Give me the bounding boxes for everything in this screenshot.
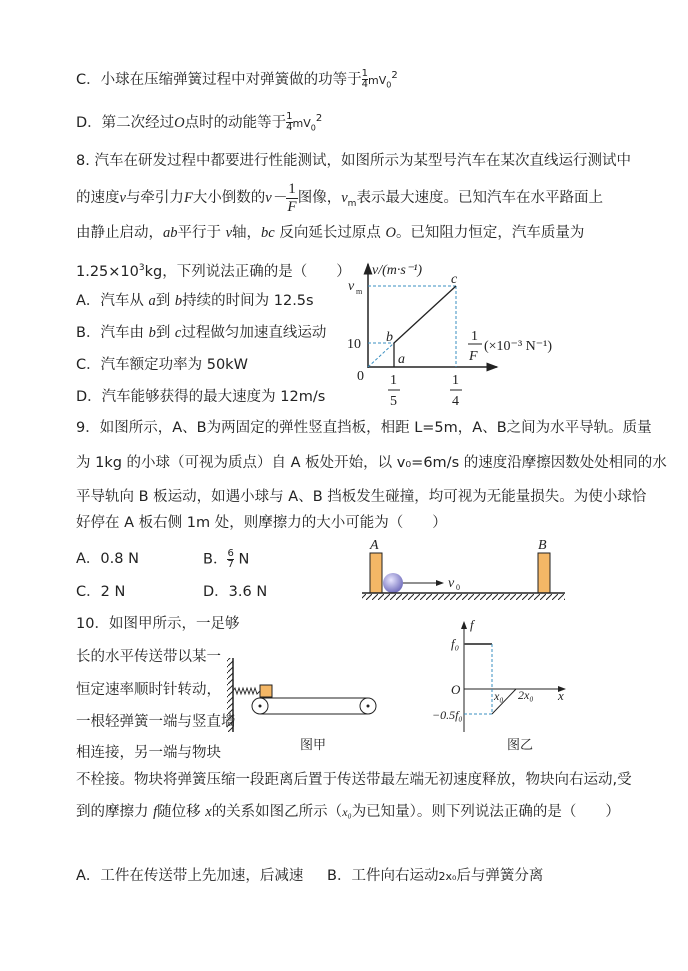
- var: O: [385, 225, 396, 241]
- text: B．: [203, 551, 228, 568]
- text: 持续的时间为 12.5s: [182, 293, 314, 309]
- var: bc: [261, 225, 275, 241]
- tick-10: 10: [347, 337, 361, 352]
- q8-option-c[interactable]: C．汽车额定功率为 50kW: [76, 357, 248, 373]
- vm-subscript: m: [356, 287, 363, 296]
- text: 到: [155, 325, 171, 341]
- formula: mV: [368, 73, 387, 87]
- q9-stem-line2: 为 1kg 的小球（可视为质点）自 A 板处开始，以 v₀=6m/s 的速度沿摩擦因数处处相同的水: [76, 455, 667, 471]
- fig-caption-jia: 图甲: [300, 738, 327, 753]
- text: 随位移: [157, 804, 201, 820]
- var: 2x₀: [438, 870, 457, 883]
- x0-label: x₀: [494, 689, 504, 703]
- extension-dashed-line: [368, 343, 394, 367]
- tick-1-5-denominator: 5: [390, 394, 397, 409]
- option-text: C．小球在压缩弹簧过程中对弹簧做的功等于: [76, 71, 362, 88]
- var: c: [174, 325, 182, 341]
- x-label-numerator: 1: [471, 329, 478, 344]
- q9-option-d[interactable]: D．3.6 N: [203, 584, 268, 600]
- text: 图像，: [297, 190, 342, 206]
- superscript: 2: [315, 113, 323, 124]
- ball: [383, 573, 403, 593]
- q8-option-d[interactable]: D．汽车能够获得的最大速度为 12m/s: [76, 389, 326, 405]
- v0-subscript: 0: [456, 583, 460, 592]
- point-a: a: [398, 352, 405, 367]
- var: x: [205, 804, 212, 820]
- f0-label: f₀: [451, 636, 460, 651]
- var: b: [174, 293, 183, 309]
- origin-label: O: [451, 682, 461, 697]
- denominator: F: [287, 198, 297, 215]
- tick-1-4-numerator: 1: [452, 373, 459, 388]
- subscript: 0: [386, 80, 392, 90]
- q10-stem-line3: 恒定速率顺时针转动，: [76, 682, 221, 698]
- ground-hatch: [362, 594, 565, 600]
- text: 为已知量）。则下列说法正确的是（ ）: [351, 804, 620, 820]
- q10-stem-line1: 10．如图甲所示，一足够: [76, 616, 240, 632]
- friction-graph: [432, 617, 565, 753]
- x-label: x: [558, 688, 564, 703]
- tick-1-5-numerator: 1: [390, 373, 397, 388]
- 2x0-label: 2x₀: [518, 688, 534, 702]
- x-label-denominator: F: [469, 349, 478, 364]
- text: 由静止启动，: [76, 225, 163, 241]
- label-b: B: [538, 538, 547, 553]
- text: 过程做匀加速直线运动: [181, 325, 327, 341]
- velocity-graph: [347, 263, 552, 409]
- text: 平行于: [177, 225, 221, 241]
- origin-label: 0: [357, 369, 364, 384]
- text: 后与弹簧分离: [456, 868, 544, 884]
- text: 与牵引力: [125, 190, 184, 206]
- text: 到: [155, 293, 171, 309]
- superscript: 3: [138, 263, 145, 273]
- var: x₀: [342, 805, 352, 819]
- text: 到的摩擦力: [76, 804, 149, 820]
- q8-stem-line1: 8. 汽车在研发过程中都要进行性能测试，如图所示为某型号汽车在某次直线运行测试中: [76, 153, 631, 169]
- superscript: 2: [391, 70, 398, 81]
- var: v: [341, 190, 348, 206]
- unit: N: [238, 551, 250, 568]
- q10-stem-line4: 一根轻弹簧一端与竖直墙: [76, 714, 236, 730]
- var: ab: [163, 225, 178, 241]
- text: B．汽车由: [76, 325, 144, 341]
- numerator: 1: [361, 68, 368, 80]
- fig-caption-yi: 图乙: [507, 738, 534, 753]
- text: 1.25×10: [76, 263, 139, 280]
- spring: [233, 688, 260, 694]
- q9-option-a[interactable]: A．0.8 N: [76, 551, 139, 567]
- denominator: 7: [227, 559, 234, 570]
- denominator: 4: [361, 79, 368, 91]
- q10-stem-line2: 长的水平传送带以某一: [76, 649, 221, 665]
- f-label: f: [470, 617, 474, 632]
- point-b: b: [386, 330, 393, 345]
- wheel-axle: [367, 705, 370, 708]
- text: B．工件向右运动: [327, 868, 439, 884]
- q10-stem-line6: 不栓接。物块将弹簧压缩一段距离后置于传送带最左端无初速度释放，物块向右运动,受: [76, 772, 632, 788]
- track-figure: [362, 538, 565, 600]
- var: f: [153, 804, 158, 820]
- block: [260, 685, 272, 697]
- var: a: [148, 293, 156, 309]
- v0-label: v: [448, 576, 455, 591]
- text: A．汽车从: [76, 293, 144, 309]
- subscript: 0: [310, 123, 316, 133]
- option-text: D．第二次经过: [76, 114, 175, 131]
- q9-option-c[interactable]: C．2 N: [76, 584, 126, 600]
- fraction: [227, 549, 233, 570]
- x-unit-label: (×10⁻³ N⁻¹): [484, 339, 553, 354]
- q9-stem-line4: 好停在 A 板右侧 1m 处，则摩擦力的大小可能为（ ）: [76, 515, 447, 531]
- text: 轴，: [232, 225, 262, 241]
- point-o: O: [174, 114, 185, 131]
- var: v－: [265, 190, 287, 206]
- formula: mV: [292, 116, 311, 130]
- text: 大小倒数的: [192, 190, 266, 206]
- wheel-axle: [259, 705, 262, 708]
- option-text: 点时的动能等于: [184, 114, 287, 131]
- subscript: m: [347, 198, 357, 209]
- text: 表示最大速度。已知汽车在水平路面上: [356, 190, 603, 206]
- numerator: 1: [286, 111, 293, 123]
- q10-stem-line5: 相连接，另一端与物块: [76, 745, 221, 761]
- q10-option-a[interactable]: A．工件在传送带上先加速，后减速: [76, 868, 304, 884]
- text: 。已知阻力恒定，汽车质量为: [395, 225, 585, 241]
- q10-stem-line7: [76, 802, 620, 822]
- q9-stem-line1: 9．如图所示，A、B为两固定的弹性竖直挡板，相距 L=5m，A、B之间为水平导轨。质量: [76, 420, 652, 436]
- point-c: c: [451, 272, 458, 287]
- q10-option-b[interactable]: [327, 866, 543, 887]
- denominator: 4: [286, 122, 293, 134]
- var: v: [119, 190, 126, 206]
- numerator: 1: [288, 180, 296, 197]
- text: 的速度: [76, 190, 120, 206]
- numerator: 6: [227, 548, 234, 559]
- text: 反向延长过原点: [279, 225, 381, 241]
- q9-option-b[interactable]: [203, 549, 249, 570]
- segment-bc: [394, 286, 456, 343]
- board-b: [538, 553, 550, 593]
- var: v: [225, 225, 233, 241]
- board-a: [370, 553, 382, 593]
- text: kg，下列说法正确的是（ ）: [144, 263, 351, 280]
- y-axis-label: v/(m·s⁻¹): [372, 263, 423, 278]
- label-a: A: [370, 538, 379, 553]
- conveyor-figure: [227, 658, 376, 753]
- tick-1-4-denominator: 4: [452, 394, 459, 409]
- text: 的关系如图乙所示（: [211, 804, 343, 820]
- var: b: [148, 325, 156, 341]
- q9-stem-line3: 平导轨向 B 板运动，如遇小球与 A、B 挡板发生碰撞，均可视为无能量损失。为使小球恰: [76, 489, 647, 505]
- vm-label: v: [348, 279, 355, 294]
- var: F: [183, 190, 193, 206]
- neg-half-f0-label: −0.5f₀: [432, 708, 463, 722]
